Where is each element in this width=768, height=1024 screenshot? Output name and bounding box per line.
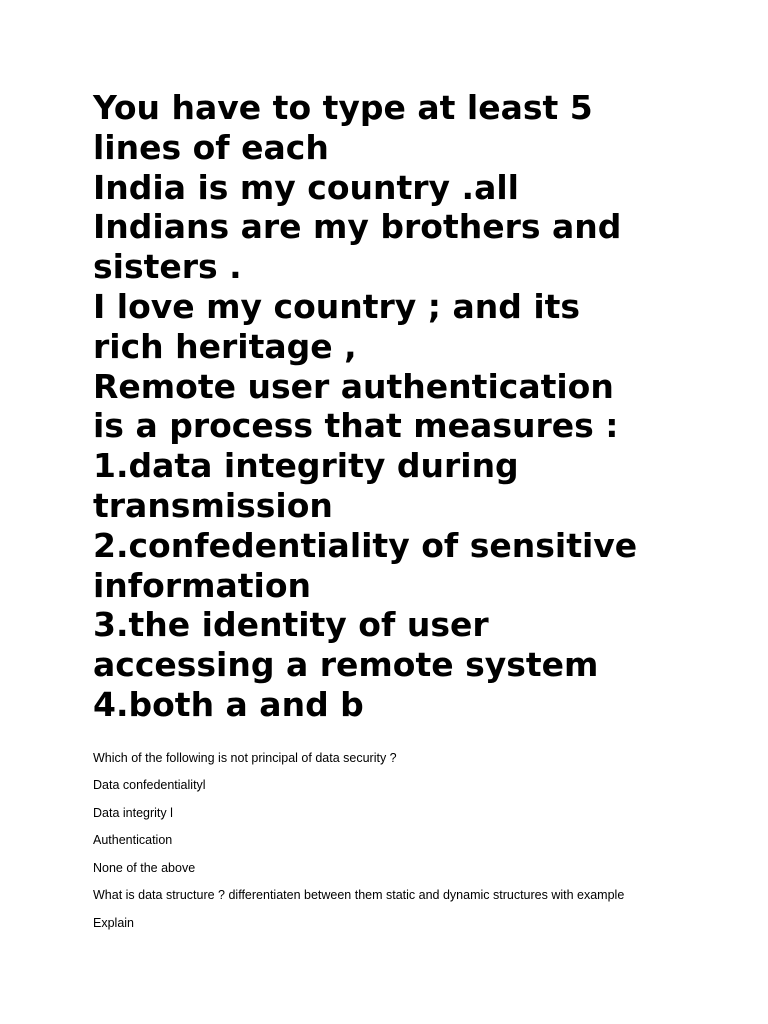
question-line: What is data structure ? differentiaten between them static and dynamic structures with example	[93, 888, 625, 903]
heading-line: accessing a remote system	[93, 645, 599, 685]
heading-line: 3.the identity of user	[93, 605, 489, 645]
question-line: Which of the following is not principal of data security ?	[93, 750, 397, 765]
heading-line: 4.both a and b	[93, 684, 364, 724]
option-line: None of the above	[93, 860, 196, 875]
heading-line: I love my country ; and its	[93, 286, 581, 326]
heading-line: India is my country .all	[93, 167, 519, 207]
heading-text-block	[93, 88, 733, 725]
heading-line: 1.data integrity during	[93, 446, 519, 486]
heading-line: information	[93, 565, 312, 605]
heading-line: Remote user authentication	[93, 366, 614, 406]
option-line: Authentication	[93, 833, 173, 848]
question-line: Explain	[93, 915, 134, 930]
heading-line: lines of each	[93, 127, 329, 167]
option-line: Data integrity l	[93, 805, 173, 820]
option-line: Data confedentialityl	[93, 778, 206, 793]
document-content	[93, 88, 733, 943]
heading-line: is a process that measures :	[93, 406, 619, 446]
heading-line: You have to type at least 5	[93, 88, 593, 127]
heading-line: rich heritage ,	[93, 326, 357, 366]
heading-line: Indians are my brothers and	[93, 207, 622, 247]
heading-line: 2.confedentiality of sensitive	[93, 525, 638, 565]
question-text-block	[93, 751, 733, 931]
heading-line: sisters .	[93, 247, 242, 287]
heading-line: transmission	[93, 485, 333, 525]
